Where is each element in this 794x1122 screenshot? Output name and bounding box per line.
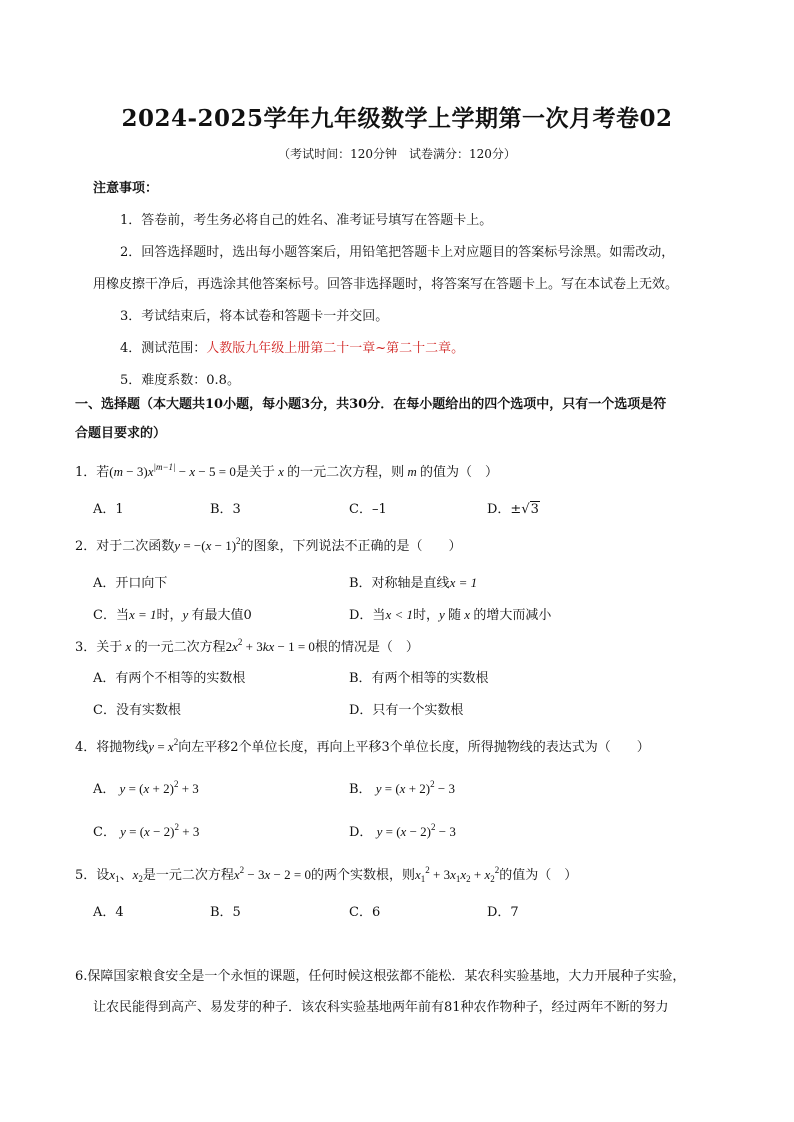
note-5: 5．难度系数：0.8。 [120,373,240,388]
note-4-prefix: 4．测试范围： [120,341,207,356]
question-1: 1．若$(m - 3)x^{|m-1|} - x - 5 = 0$是关于 x 的一元二次方程，则 m 的值为（ ） [75,462,499,480]
q2-function: $y = -(x - 1)^2$ [174,536,241,553]
question-6-line1: 6.保障国家粮食安全是一个永恒的课题，任何时候这根弦都不能松．某农科实验基地，大力开展种子实验， [75,969,686,984]
q1-option-b: B．3 [210,502,241,517]
q5-option-b: B．5 [210,905,241,920]
q3-equation: $2x^2 + 3kx - 1 = 0$ [225,637,315,654]
q2-option-c: C．当x = 1时，y 有最大值0 [93,607,252,623]
q3-option-b: B．有两个相等的实数根 [349,671,489,686]
exam-info: （考试时间：120分钟 试卷满分：120分） [278,147,516,161]
q5-option-c: C．6 [349,905,381,920]
q4-option-c: C． $y = (x - 2)^2 + 3$ [93,822,200,840]
q2-option-a: A．开口向下 [93,576,168,591]
page-title: 2024-2025学年九年级数学上学期第一次月考卷02 [121,105,673,132]
note-2-line2: 用橡皮擦干净后，再选涂其他答案标号。回答非选择题时，将答案写在答题卡上。写在本试卷上无效。 [93,277,679,292]
q4-option-d: D． $y = (x - 2)^2 - 3$ [349,822,456,840]
q5-option-d: D．7 [487,905,519,920]
section-heading-line2: 合题目要求的） [75,426,167,441]
note-4 [120,337,464,356]
question-3: 3．关于 x 的一元二次方程$2x^2 + 3kx - 1 = 0$根的情况是（ ） [75,637,419,655]
q4-parabola: $y = x^2$ [148,737,179,754]
q3-option-d: D．只有一个实数根 [349,703,464,718]
q1-option-d: D．±√3 [487,502,539,517]
q1-option-c: C．–1 [349,502,387,517]
q4-option-a: A． $y = (x + 2)^2 + 3$ [93,779,199,797]
q5-option-a: A．4 [93,905,124,920]
q4-option-b: B． $y = (x + 2)^2 - 3$ [349,779,455,797]
q5-equation: $x^2 - 3x - 2 = 0$ [233,865,311,882]
note-1: 1．答卷前，考生务必将自己的姓名、准考证号填写在答题卡上。 [120,213,493,228]
q5-expression: $x_1^2 + 3x_1x_2 + x_2^2$ [414,865,500,884]
question-6-line2: 让农民能得到高产、易发芽的种子．该农科实验基地两年前有81种农作物种子，经过两年不断的努力 [93,1000,669,1015]
q3-option-a: A．有两个不相等的实数根 [93,671,246,686]
note-3: 3．考试结束后，将本试卷和答题卡一并交回。 [120,309,389,324]
q1-option-a: A．1 [93,502,124,517]
notes-heading: 注意事项： [93,181,159,196]
note-2-line1: 2．回答选择题时，选出每小题答案后，用铅笔把答题卡上对应题目的答案标号涂黑。如需改动， [120,245,675,260]
test-range: 人教版九年级上册第二十一章~第二十二章。 [206,341,465,356]
question-5: 5．设$x_1$、$x_2$是一元二次方程$x^2 - 3x - 2 = 0$的两个实数根，则$x_1^2 + 3x_1x_2 + x_2^2$的值为（ ） [75,865,578,884]
section-heading-line1: 一、选择题（本大题共10小题，每小题3分，共30分．在每小题给出的四个选项中，只有一个选项是符 [75,397,667,412]
q2-option-b: B．对称轴是直线x = 1 [349,575,478,591]
question-4: 4．将抛物线$y = x^2$向左平移2个单位长度，再向上平移3个单位长度，所得抛物线的表达式为（ ） [75,737,650,755]
q2-option-d: D．当x < 1时，y 随 x 的增大而减小 [349,607,552,623]
q3-option-c: C．没有实数根 [93,703,181,718]
q1-equation: $(m - 3)x^{|m-1|} - x - 5 = 0$ [109,462,236,479]
question-2: 2．对于二次函数$y = -(x - 1)^2$的图象，下列说法不正确的是（ ） [75,536,462,554]
